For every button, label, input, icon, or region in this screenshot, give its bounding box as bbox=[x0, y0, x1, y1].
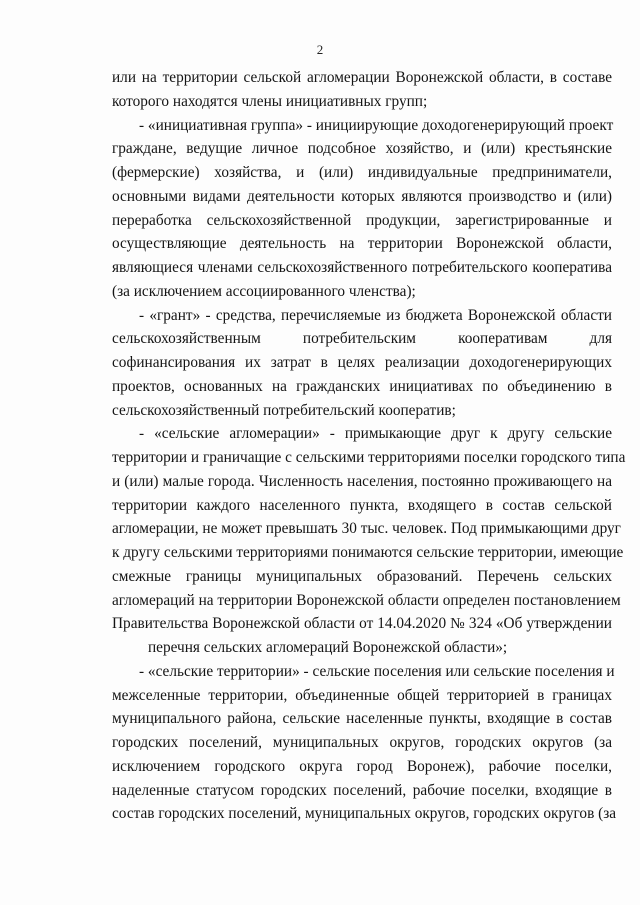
text-line: проектов, основанных на гражданских инициативах по объединению в bbox=[112, 377, 612, 395]
text-line: основными видами деятельности которых являются производство и (или) bbox=[112, 187, 612, 205]
document-body bbox=[112, 66, 626, 826]
text-line: сельскохозяйственным потребительским кооперативам для bbox=[112, 330, 612, 348]
text-line: к другу сельскими территориями понимаются сельские территории, имеющие bbox=[112, 544, 624, 561]
text-line: исключением городского округа город Воронеж), рабочие поселки, bbox=[112, 757, 612, 775]
text-line: - «сельские территории» - сельские поселения или сельские поселения и bbox=[139, 662, 615, 680]
text-line: и (или) малые города. Численность населения, постоянно проживающего на bbox=[112, 472, 612, 490]
text-line: или на территории сельской агломерации Воронежской области, в составе bbox=[112, 69, 612, 86]
text-line: софинансирования их затрат в целях реализации доходогенерирующих bbox=[112, 354, 612, 371]
text-line: которого находятся члены инициативных групп; bbox=[112, 92, 428, 110]
text-line: являющиеся членами сельскохозяйственного потребительского кооператива bbox=[112, 259, 612, 276]
text-line: муниципального района, сельские населенные пункты, входящие в состав bbox=[112, 710, 612, 728]
text-line: наделенные статусом городских поселений, рабочие поселки, входящие в bbox=[112, 781, 612, 799]
text-line: территории каждого населенного пункта, входящего в состав сельской bbox=[112, 496, 612, 514]
text-line: граждане, ведущие личное подсобное хозяйство, и (или) крестьянские bbox=[112, 140, 612, 158]
text-line: сельскохозяйственный потребительский кооператив; bbox=[112, 401, 456, 419]
text-line: - «сельские агломерации» - примыкающие друг к другу сельские bbox=[139, 425, 612, 443]
text-line: переработка сельскохозяйственной продукции, зарегистрированные и bbox=[112, 211, 612, 229]
text-line: перечня сельских агломераций Воронежской области»; bbox=[148, 639, 508, 656]
text-line: - «инициативная группа» - инициирующие доходогенерирующий проект bbox=[139, 116, 614, 134]
text-line: (фермерские) хозяйства, и (или) индивидуальные предприниматели, bbox=[112, 164, 612, 181]
text-line: агломерации, не может превышать 30 тыс. человек. Под примыкающими друг bbox=[112, 520, 621, 538]
text-line: смежные границы муниципальных образований. Перечень сельских bbox=[112, 567, 612, 585]
text-line: состав городских поселений, муниципальных округов, городских округов (за bbox=[112, 805, 617, 823]
text-line: агломераций на территории Воронежской области определен постановлением bbox=[112, 591, 621, 609]
text-line: - «грант» - средства, перечисляемые из бюджета Воронежской области bbox=[139, 306, 612, 324]
text-line: Правительства Воронежской области от 14.04.2020 № 324 «Об утверждении bbox=[112, 615, 612, 633]
text-line: межселенные территории, объединенные общей территорией в границах bbox=[112, 686, 612, 704]
text-line: осуществляющие деятельность на территории Воронежской области, bbox=[112, 235, 612, 253]
page-number: 2 bbox=[316, 42, 324, 57]
text-line: территории и граничащие с сельскими территориями поселки городского типа bbox=[112, 449, 626, 466]
text-line: (за исключением ассоциированного членства); bbox=[112, 282, 416, 300]
text-line: городских поселений, муниципальных округов, городских округов (за bbox=[112, 734, 612, 751]
